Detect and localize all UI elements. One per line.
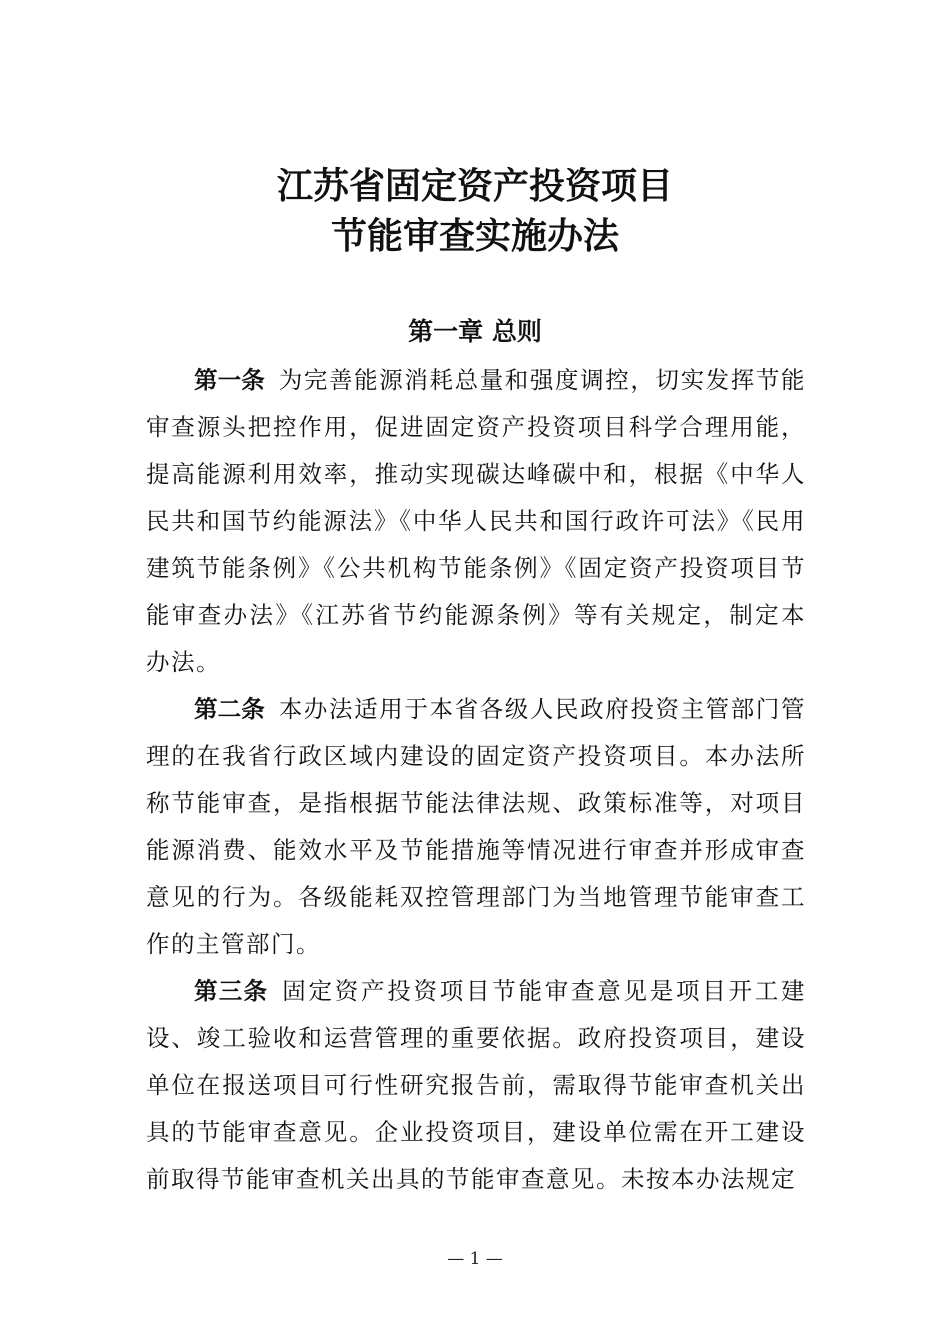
article-3 [146,968,806,1203]
document-title-line-2: 节能审查实施办法 [330,216,619,257]
article-2-text: 本办法适用于本省各级人民政府投资主管部门管理的在我省行政区域内建设的固定资产投资项目。本办法所称节能审查，是指根据节能法律法规、政策标准等，对项目能源消费、能效水平及节能措施等情况进行审查并形成审查意见的行为。各级能耗双控管理部门为当地管理节能审查工作的主管部门。 [146,695,807,958]
document-title-line-1: 江苏省固定资产投资项目 [276,166,673,207]
article-1-label: 第一条 [194,366,265,394]
article-1 [146,357,806,686]
article-3-label: 第三条 [194,977,269,1005]
article-2-label: 第二条 [194,695,265,723]
page-number: — 1 — [447,1249,503,1269]
article-1-text: 为完善能源消耗总量和强度调控，切实发挥节能审查源头把控作用，促进固定资产投资项目科学合理用能，提高能源利用效率，推动实现碳达峰碳中和，根据《中华人民共和国节约能源法》《中华人民共和国行政许可法》《民用建筑节能条例》《公共机构节能条例》《固定资产投资项目节能审查办法》《江苏省节约能源条例》等有关规定，制定本办法。 [146,366,807,676]
article-3-text: 固定资产投资项目节能审查意见是项目开工建设、竣工验收和运营管理的重要依据。政府投资项目，建设单位在报送项目可行性研究报告前，需取得节能审查机关出具的节能审查意见。企业投资项目，建设单位需在开工建设前取得节能审查机关出具的节能审查意见。未按本办法规定 [146,977,806,1193]
article-2 [146,686,806,968]
chapter-heading: 第一章 总则 [408,317,542,346]
